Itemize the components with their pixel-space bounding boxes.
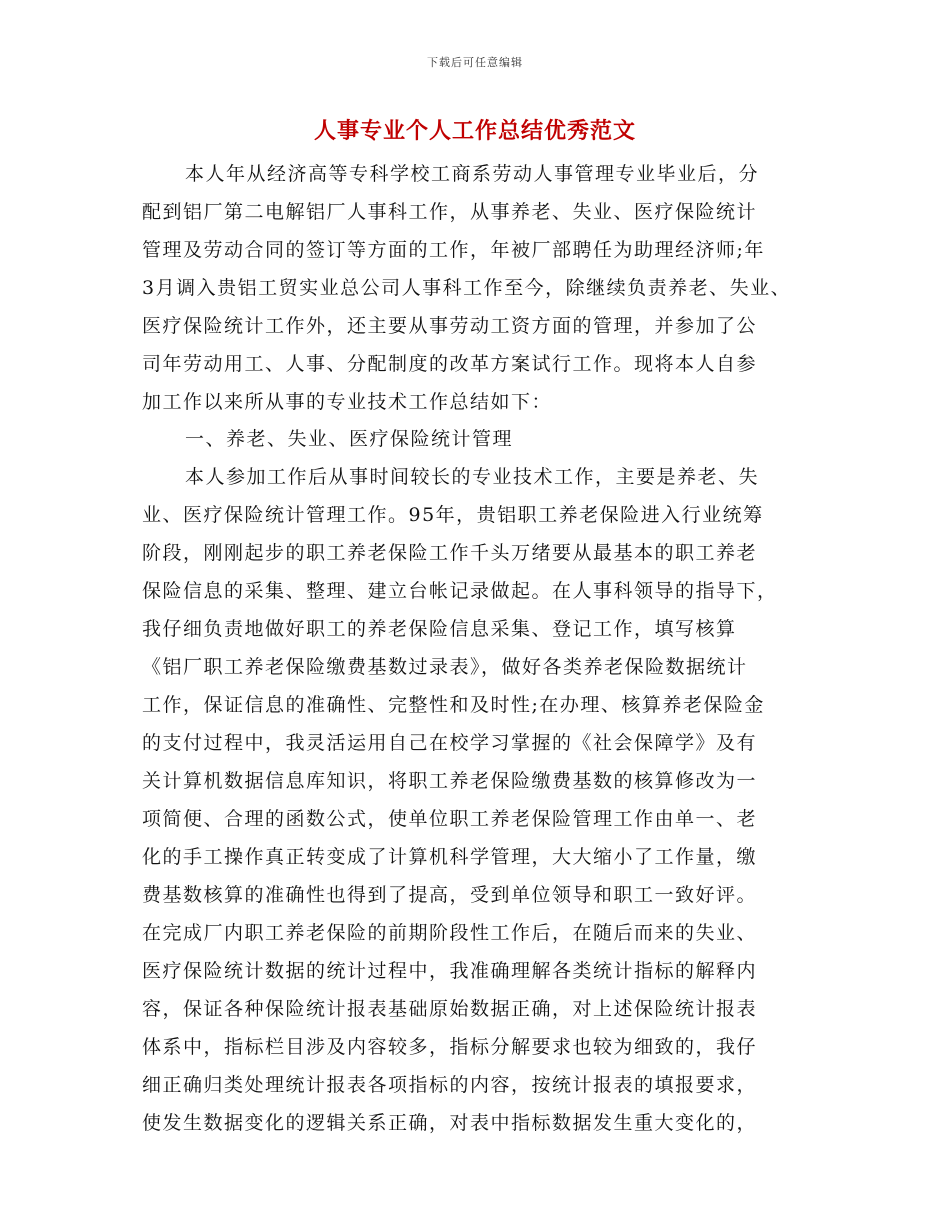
body-line: 容，保证各种保险统计报表基础原始数据正确，对上述保险统计报表 xyxy=(142,998,758,1020)
body-line: 体系中，指标栏目涉及内容较多，指标分解要求也较为细致的，我仔 xyxy=(142,1036,758,1058)
body-line: 的支付过程中，我灵活运用自己在校学习掌握的《社会保障学》及有 xyxy=(142,732,758,754)
body-line: 保险信息的采集、整理、建立台帐记录做起。在人事科领导的指导下， xyxy=(142,580,778,602)
body-line: 管理及劳动合同的签订等方面的工作，年被厂部聘任为助理经济师;年 xyxy=(142,239,765,261)
body-line: 配到铝厂第二电解铝厂人事科工作，从事养老、失业、医疗保险统计 xyxy=(142,201,758,223)
body-line: 加工作以来所从事的专业技术工作总结如下： xyxy=(142,391,553,413)
body-line: 细正确归类处理统计报表各项指标的内容，按统计报表的填报要求， xyxy=(142,1074,758,1096)
body-line: 化的手工操作真正转变成了计算机科学管理，大大缩小了工作量，缴 xyxy=(142,846,758,868)
body-line: 医疗保险统计数据的统计过程中，我准确理解各类统计指标的解释内 xyxy=(142,960,758,982)
body-line: 在完成厂内职工养老保险的前期阶段性工作后，在随后而来的失业、 xyxy=(142,922,758,944)
body-line: 3月调入贵铝工贸实业总公司人事科工作至今，除继续负责养老、失业、 xyxy=(142,277,792,299)
body-line: 医疗保险统计工作外，还主要从事劳动工资方面的管理，并参加了公 xyxy=(142,315,758,337)
body-line: 项简便、合理的函数公式，使单位职工养老保险管理工作由单一、老 xyxy=(142,808,758,830)
body-line: 业、医疗保险统计管理工作。95年，贵铝职工养老保险进入行业统筹 xyxy=(142,504,764,526)
body-line: 工作，保证信息的准确性、完整性和及时性;在办理、核算养老保险金 xyxy=(142,694,765,716)
body-line: 我仔细负责地做好职工的养老保险信息采集、登记工作，填写核算 xyxy=(142,618,737,640)
header-note: 下载后可任意编辑 xyxy=(427,56,523,69)
body-line: 阶段，刚刚起步的职工养老保险工作千头万绪要从最基本的职工养老 xyxy=(142,542,758,564)
body-line: 费基数核算的准确性也得到了提高，受到单位领导和职工一致好评。 xyxy=(142,884,758,906)
body-line: 司年劳动用工、人事、分配制度的改革方案试行工作。现将本人自参 xyxy=(142,353,758,375)
body-line: 本人年从经济高等专科学校工商系劳动人事管理专业毕业后，分 xyxy=(185,163,760,185)
body-line: 使发生数据变化的逻辑关系正确，对表中指标数据发生重大变化的， xyxy=(142,1112,758,1134)
body-line: 本人参加工作后从事时间较长的专业技术工作，主要是养老、失 xyxy=(185,466,760,488)
document-title: 人事专业个人工作总结优秀范文 xyxy=(313,118,636,144)
body-line: 《铝厂职工养老保险缴费基数过录表》，做好各类养老保险数据统计 xyxy=(142,656,748,678)
section-heading: 一、养老、失业、医疗保险统计管理 xyxy=(185,428,514,450)
body-line: 关计算机数据信息库知识，将职工养老保险缴费基数的核算修改为一 xyxy=(142,770,758,792)
